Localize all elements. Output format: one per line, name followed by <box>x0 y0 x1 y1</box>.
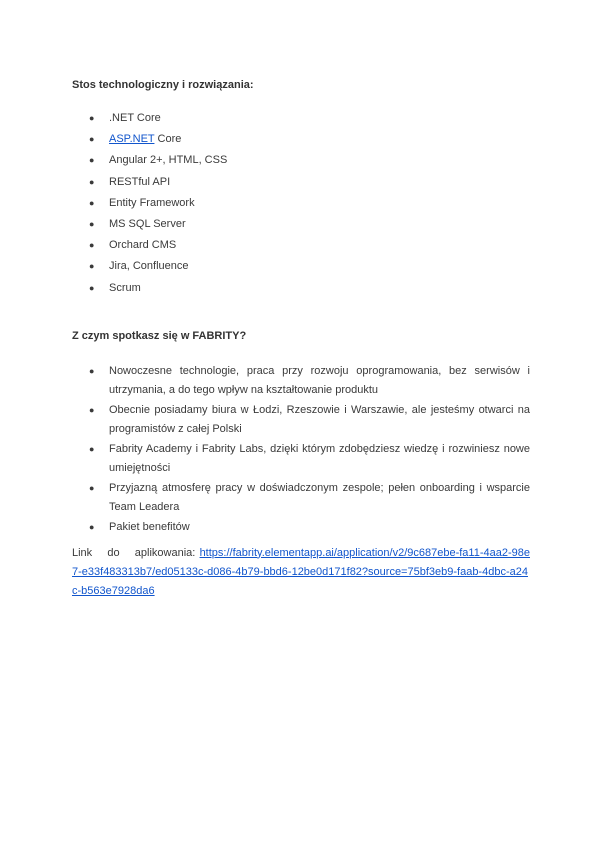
bullet-icon: ● <box>89 134 95 145</box>
benefit-text: Przyjazną atmosferę pracy w doświadczonym zespole; pełen onboarding i wsparcie Team Leadera <box>109 481 530 513</box>
list-item <box>72 111 530 132</box>
benefit-text: Pakiet benefitów <box>109 520 190 533</box>
tech-stack-heading: Stos technologiczny i rozwiązania: <box>72 79 254 91</box>
list-item <box>72 196 530 217</box>
apply-paragraph <box>72 544 530 601</box>
bullet-icon: ● <box>89 521 95 532</box>
document-content <box>72 78 530 612</box>
tech-stack-list <box>72 111 530 302</box>
list-item <box>72 518 530 537</box>
tech-item-text: Jira, Confluence <box>109 260 189 273</box>
tech-item-text: Orchard CMS <box>109 239 177 252</box>
bullet-icon: ● <box>89 218 95 229</box>
list-item <box>72 440 530 478</box>
list-item <box>72 238 530 259</box>
list-item <box>72 479 530 517</box>
list-item <box>72 259 530 280</box>
bullet-icon: ● <box>89 443 95 454</box>
tech-item-text: Angular 2+, HTML, CSS <box>109 154 228 167</box>
bullet-icon: ● <box>89 197 95 208</box>
benefits-section <box>72 329 530 537</box>
list-item <box>72 281 530 302</box>
benefits-heading: Z czym spotkasz się w FABRITY? <box>72 329 247 342</box>
bullet-icon: ● <box>89 365 95 376</box>
tech-item-text: Core <box>154 133 182 146</box>
list-item <box>72 132 530 153</box>
tech-item-text: Scrum <box>109 281 141 294</box>
bullet-icon: ● <box>89 404 95 415</box>
tech-item-text: MS SQL Server <box>109 217 186 230</box>
bullet-icon: ● <box>89 176 95 187</box>
apply-link[interactable]: https://fabrity.elementapp.ai/application/v2/9c687ebe-fa11-4aa2-98e7-e33f483313b7/ed05133c-d086-4b79-bbd6-12be0d171f82?source=75bf3eb9-faab-4dbc-a24c-b563e7928da6 <box>72 546 530 597</box>
benefit-text: Obecnie posiadamy biura w Łodzi, Rzeszowie i Warszawie, ale jesteśmy otwarci na programistów z całej Polski <box>109 403 530 435</box>
list-item <box>72 362 530 400</box>
bullet-icon: ● <box>89 240 95 251</box>
bullet-icon: ● <box>89 261 95 272</box>
bullet-icon: ● <box>89 282 95 293</box>
aspnet-link[interactable]: ASP.NET <box>109 133 155 146</box>
tech-item-text: .NET Core <box>109 112 161 124</box>
list-item <box>72 175 530 196</box>
list-item <box>72 153 530 174</box>
benefits-list <box>72 362 530 537</box>
tech-item-text: Entity Framework <box>109 196 195 209</box>
benefit-text: Nowoczesne technologie, praca przy rozwoju oprogramowania, bez serwisów i utrzymania, a do tego wpływ na kształtowanie produktu <box>109 364 530 396</box>
benefit-text: Fabrity Academy i Fabrity Labs, dzięki którym zdobędziesz wiedzę i rozwiniesz nowe umiejętności <box>109 442 530 474</box>
list-item <box>72 401 530 439</box>
tech-item-text: RESTful API <box>109 175 171 188</box>
bullet-icon: ● <box>89 155 95 166</box>
bullet-icon: ● <box>89 113 95 123</box>
bullet-icon: ● <box>89 482 95 493</box>
list-item <box>72 217 530 238</box>
apply-label: Link do aplikowania: <box>72 546 196 559</box>
